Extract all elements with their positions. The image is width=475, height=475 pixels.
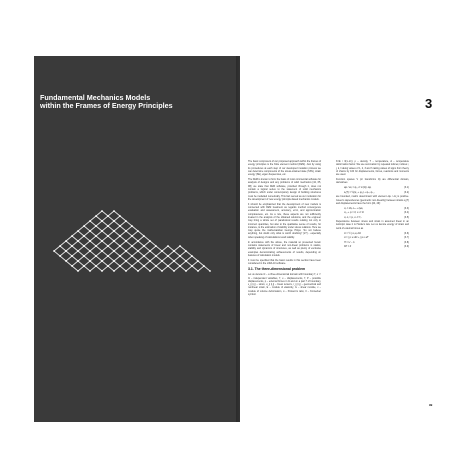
text-column-right — [336, 160, 409, 250]
paragraph: Let us denote Ω – a three-dimensional domain with boundary Γ, σ ⊂ Ω – independent variables, Γ, u – displacements, Γ, P – possible displacements, p – external forces in Ω and on a part Γ of boundary, ε_ij (i,j) – strain, σ_ij (i,j) – linear tensors, r_ij (i,j) – geometrical and nonlinear strain, E – module of elasticity, G – shear module, ν – module of volume deformation, α – Poisson's ratio, δ – Kronecker symbol. — [248, 273, 321, 297]
equation-expression: σᵢⱼ = λδᵢⱼ εₖₖ + 2μεᵢⱼ — [344, 206, 363, 210]
equation-expression: ∂φᵢ / ∂xⱼ = φᵢ,ⱼ ∈ L²(Ω), ∂φᵢ, — [344, 186, 372, 190]
equation-number: (3.4) — [404, 211, 409, 215]
paragraph: The FEM is known to form the basis of most commercial software for analysis of designs and any problems of solid mechanics [42, 65, 98]; we state that FEM software, provided through it, does not contain a logical series to the statement of solid mechanics problems, which under contemporary design of building structures must be modelled numerically. This fact served as our motivation for the development of new energy principle-based mechanics models. — [248, 178, 321, 201]
paragraph: The basic component of our proposed approach within the frames of energy principles is the finite element method (FEM). Just by using its procedures at each step of our developed mutation process we can determine components of the stress-strained state (SSS), strain energy (SE), eigen-frequencies, etc. — [248, 160, 321, 177]
paragraph: It should be emphasized that the development of new models is connected with FEM treatment as regards method convergence evaluation and assessment, accuracy, error, and approximation completeness, etc. As a rule, these aspects are not sufficiently treated in the analysis of the obtained solutions, and the engineer may bring a whole set of paradoxical results relating not only to incorrect quantities, but also to the qualitative sense of results, for instance, to the estimation of stability under stress relations. Here we may quote the mathematician George Pólya: "do not believe anything, but doubt only what is worth doubting" [27] - especially when speaking of calculations result validity. — [248, 202, 321, 239]
equation-expression: A = ∫ pᵢ uᵢ dΩ + ∫ pᵢ uᵢ dΓ — [344, 236, 369, 240]
equation — [336, 216, 409, 219]
equation-expression: δΠ = 0 — [344, 245, 352, 249]
equation-number: (3.7) — [404, 236, 409, 240]
equation-number: (3.6) — [404, 231, 409, 235]
equation — [336, 245, 409, 248]
equation-number: (3.2) — [404, 190, 409, 194]
equation — [336, 232, 409, 235]
paragraph: Function spaces V (or transforms Ω) are differential domain, derivatives — [336, 178, 409, 185]
equation-expression: σᵢⱼ nⱼ = pᵢ, xᵢ ∈ Γₚ — [344, 215, 362, 219]
equation — [336, 241, 409, 244]
equation — [336, 191, 409, 194]
equation — [336, 186, 409, 189]
truss-lattice-illustration — [48, 196, 228, 336]
equation-number: (3.8) — [404, 240, 409, 244]
paragraph: Dependence between stress and strain in assumed linear in an isotropic case it is Hooke's law. Let us denote energy of strain and work of external forces as — [336, 220, 409, 230]
equation-number: (3.1) — [404, 186, 409, 190]
text-column-left — [248, 160, 321, 298]
paragraph: In accordance with the above, the material so presented herein contains statements of linear and non-linear problems in statics, stability and dynamics of structures, as well as plenty of exclusive examples demonstrating achievements of results, depending on features of calculation models. — [248, 240, 321, 257]
chapter-title-line-2: within the Frames of Energy Principles — [40, 101, 173, 111]
equation-expression: Π = U − A — [344, 240, 355, 244]
equation-expression: εᵢⱼ(T) = ½(φᵢ,ⱼ + φⱼ,ᵢ) + φₖ,ᵢ φₖ,ⱼ — [344, 190, 375, 194]
section-heading: 3.1. The three-dimensional problem — [248, 267, 306, 272]
equation-number: (3.5) — [404, 215, 409, 219]
left-page — [34, 56, 240, 422]
paragraph: are bounded, matrix determinant with element ∂φᵢ / ∂xⱼ is positive. Green's dependences (geometric non-linearity) between strains εᵢⱼ(T) and displacements have the form [44, 49]: — [336, 195, 409, 205]
right-page — [240, 56, 443, 422]
chapter-title-line-1: Fundamental Mechanics Models — [40, 93, 151, 102]
equation-number: (3.3) — [404, 206, 409, 210]
paragraph: K=E / 3(1−2ν); ρ – density, T – temperature, Δ – temperature deformation factor. We use summation by repeated indices; indices i, j, k, l taking values of 1, 2, 3 and h taking values of signs from theory of chains by 100 for displacements, forces, reactions and moments are used. — [336, 160, 409, 177]
equation — [336, 207, 409, 210]
equation-expression: U = ½ ∫ σᵢⱼ εᵢⱼ dΩ — [344, 231, 361, 235]
chapter-title — [40, 94, 235, 111]
equation — [336, 236, 409, 239]
equation — [336, 211, 409, 214]
equation-number: (3.9) — [404, 245, 409, 249]
page-number: 99 — [429, 403, 433, 407]
paragraph: It must be specified that the basic results in this section have been considered in the LIRA-10 software. — [248, 258, 321, 265]
equation-expression: σᵢⱼ,ⱼ + pᵢ = 0, xᵢ ∈ Ω — [344, 211, 364, 215]
chapter-number: 3 — [425, 96, 433, 111]
